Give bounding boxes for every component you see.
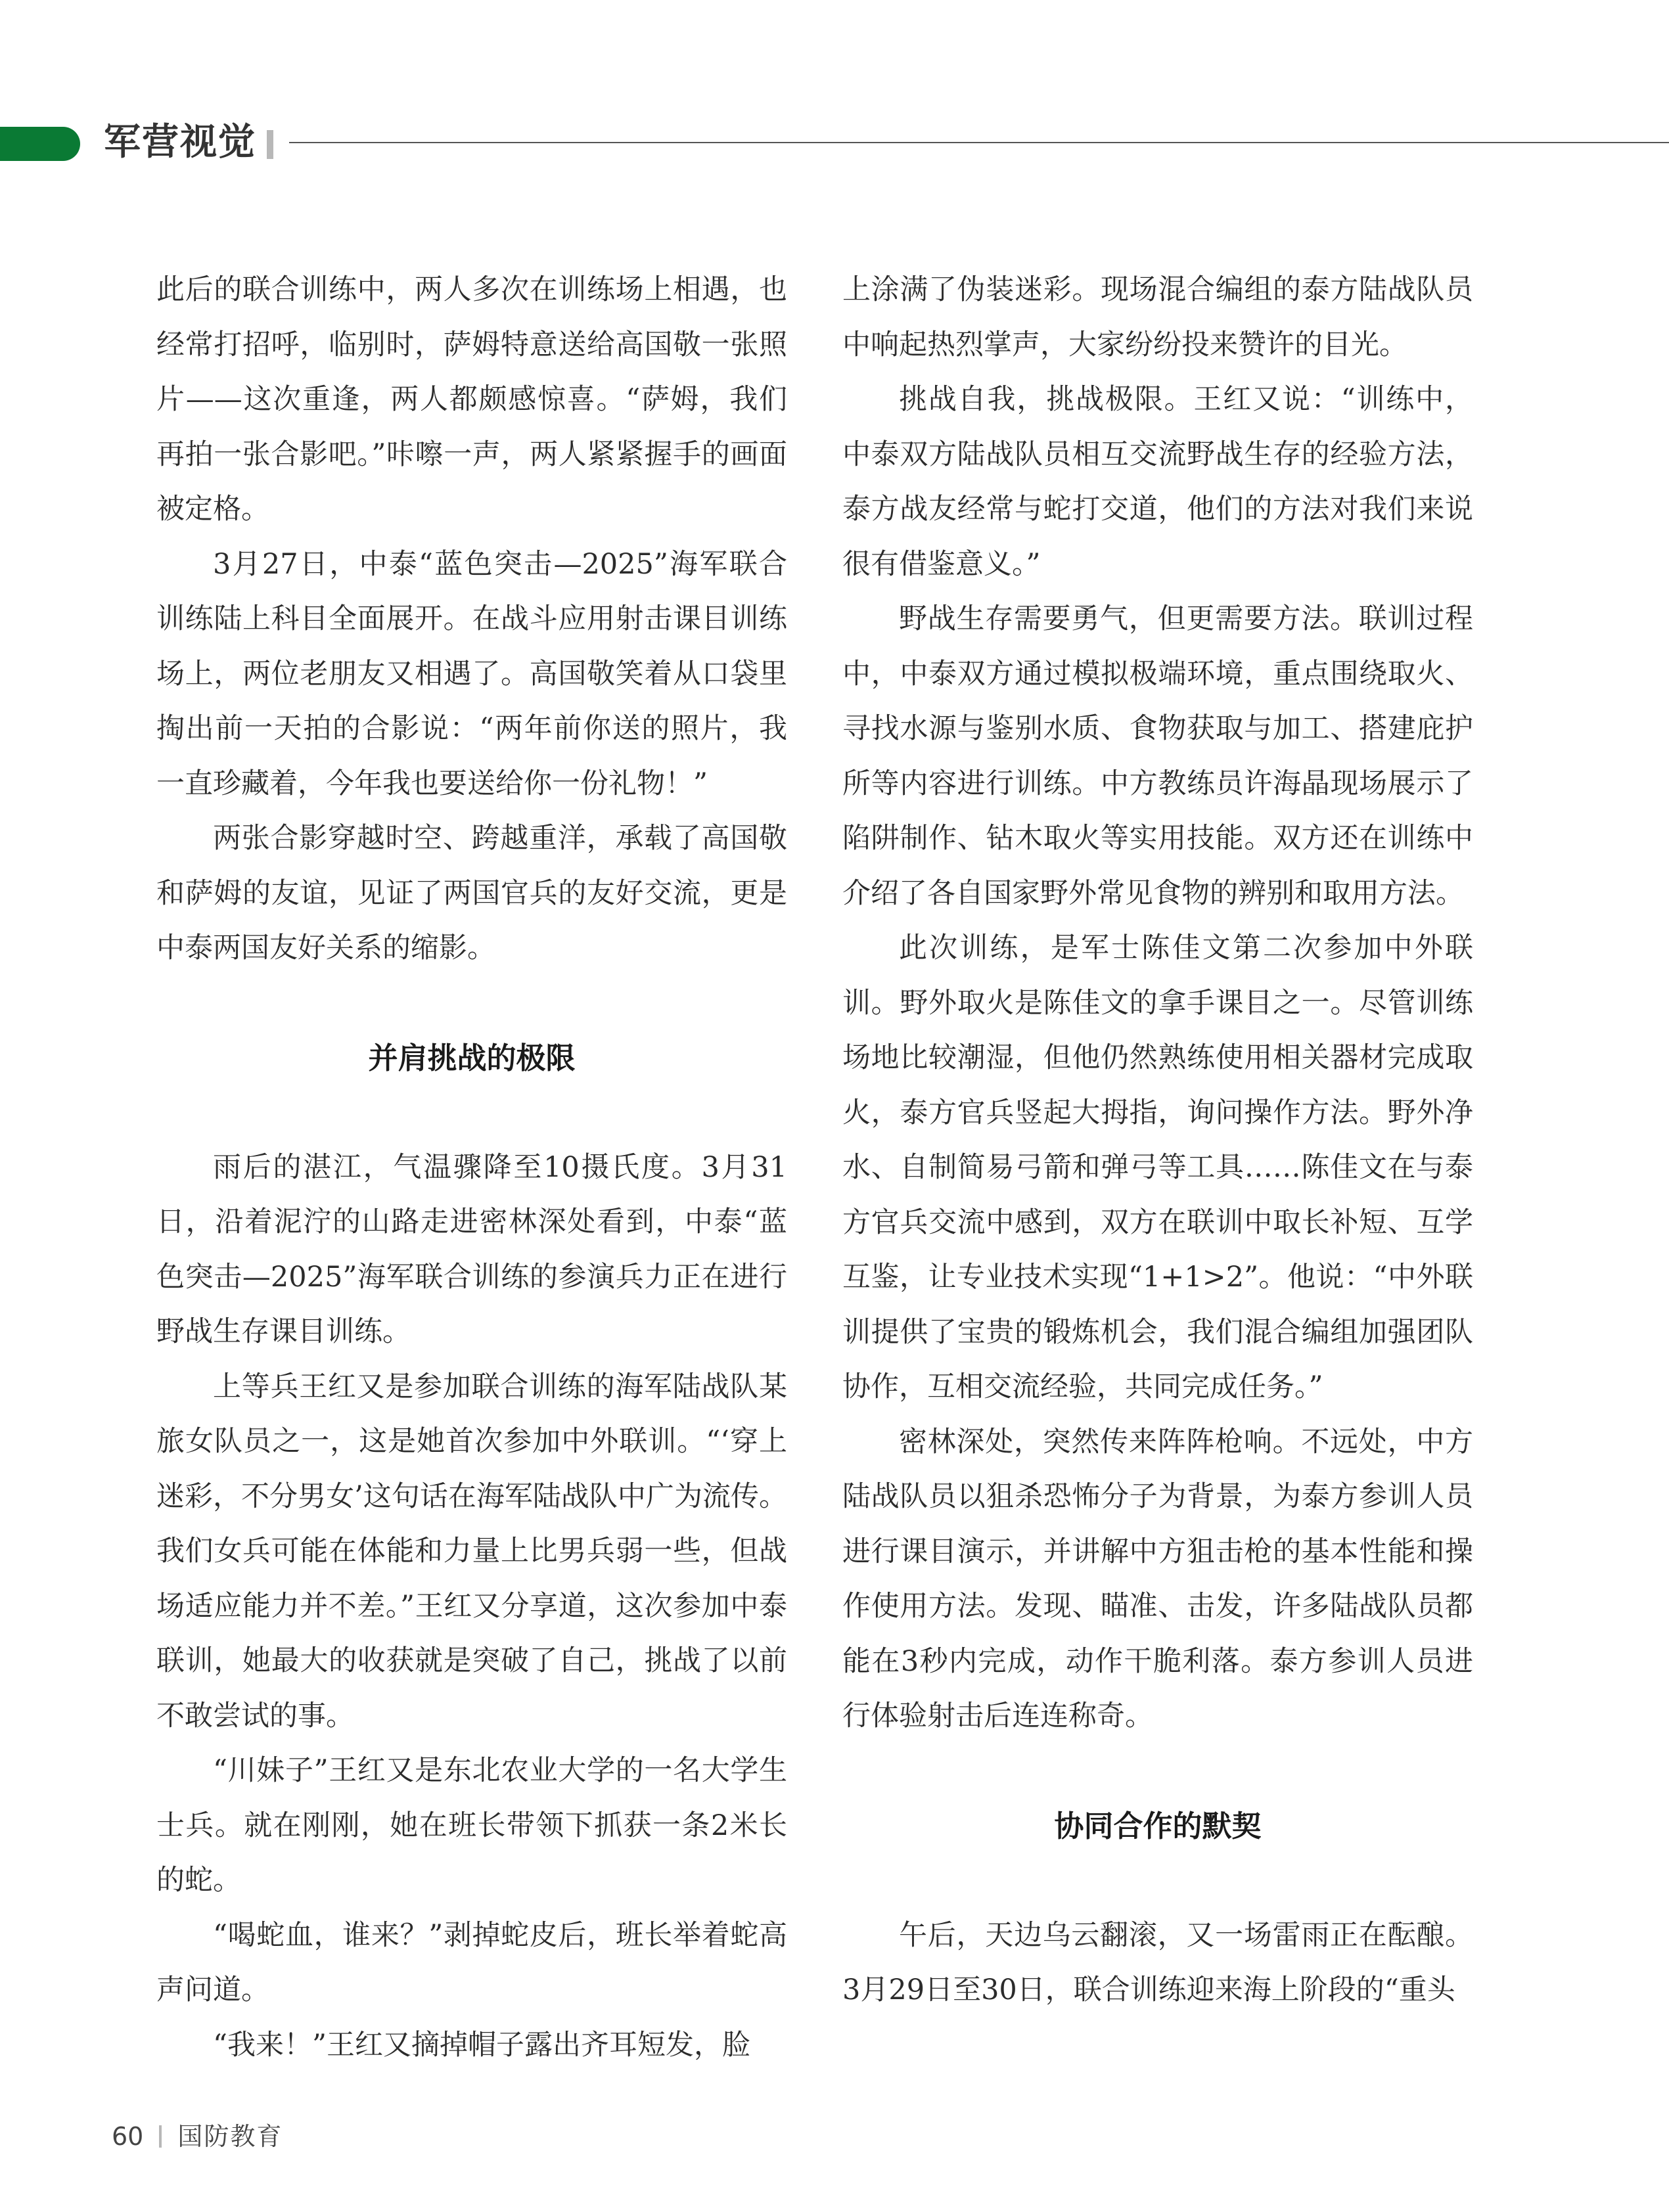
- section-title: 军营视觉: [104, 121, 256, 164]
- header-rule: [289, 142, 1669, 143]
- paragraph: 上等兵王红又是参加联合训练的海军陆战队某旅女队员之一，这是她首次参加中外联训。“‘穿上迷彩，不分男女’这句话在海军陆战队中广为流传。我们女兵可能在体能和力量上比男兵弱一些，但战场适应能力并不差。”王红又分享道，这次参加中泰联训，她最大的收获就是突破了自己，挑战了以前不敢尝试的事。: [156, 1370, 787, 1732]
- section-color-tab: [0, 127, 80, 161]
- paragraph: “我来！”王红又摘掉帽子露出齐耳短发，脸: [213, 2028, 750, 2062]
- page-number: 60: [112, 2122, 144, 2151]
- paragraph: 两张合影穿越时空、跨越重洋，承载了高国敬和萨姆的友谊，见证了两国官兵的友好交流，更是中泰两国友好关系的缩影。: [156, 822, 787, 964]
- paragraph: 此次训练，是军士陈佳文第二次参加中外联训。野外取火是陈佳文的拿手课目之一。尽管训练场地比较潮湿，但他仍然熟练使用相关器材完成取火，泰方官兵竖起大拇指，询问操作方法。野外净水、自制简易弓箭和弹弓等工具……陈佳文在与泰方官兵交流中感到，双方在联训中取长补短、互学互鉴，让专业技术实现“1+1>2”。他说：“中外联训提供了宝贵的锻炼机会，我们混合编组加强团队协作，互相交流经验，共同完成任务。”: [842, 932, 1473, 1403]
- paragraph: 密林深处，突然传来阵阵枪响。不远处，中方陆战队员以狙杀恐怖分子为背景，为泰方参训人员进行课目演示，并讲解中方狙击枪的基本性能和操作使用方法。发现、瞄准、击发，许多陆战队员都能在3秒内完成，动作干脆利落。泰方参训人员进行体验射击后连连称奇。: [842, 1425, 1473, 1732]
- paragraph: 雨后的湛江，气温骤降至10摄氏度。3月31日，沿着泥泞的山路走进密林深处看到，中泰“蓝色突击—2025”海军联合训练的参演兵力正在进行野战生存课目训练。: [156, 1150, 787, 1348]
- paragraph: “川妹子”王红又是东北农业大学的一名大学生士兵。就在刚刚，她在班长带领下抓获一条2米长的蛇。: [156, 1754, 787, 1897]
- paragraph: 此后的联合训练中，两人多次在训练场上相遇，也经常打招呼，临别时，萨姆特意送给高国敬一张照片——这次重逢，两人都颇感惊喜。“萨姆，我们再拍一张合影吧。”咔嚓一声，两人紧紧握手的画面被定格。: [156, 273, 787, 526]
- paragraph: 上涂满了伪装迷彩。现场混合编组的泰方陆战队员中响起热烈掌声，大家纷纷投来赞许的目光。: [842, 273, 1473, 361]
- paragraph: 挑战自我，挑战极限。王红又说：“训练中，中泰双方陆战队员相互交流野战生存的经验方法，泰方战友经常与蛇打交道，他们的方法对我们来说很有借鉴意义。”: [842, 383, 1473, 581]
- section-heading: 协同合作的默契: [1054, 1808, 1262, 1843]
- page-footer: [112, 2117, 283, 2156]
- paragraph: 午后，天边乌云翻滚，又一场雷雨正在酝酿。3月29日至30日，联合训练迎来海上阶段的“重头: [842, 1918, 1473, 2006]
- section-heading: 并肩挑战的极限: [368, 1040, 576, 1075]
- paragraph: 3月27日，中泰“蓝色突击—2025”海军联合训练陆上科目全面展开。在战斗应用射击课目训练场上，两位老朋友又相遇了。高国敬笑着从口袋里掏出前一天拍的合影说：“两年前你送的照片，我一直珍藏着，今年我也要送给你一份礼物！”: [156, 547, 787, 800]
- header-divider-bar: [267, 130, 273, 159]
- left-column: [156, 263, 787, 2073]
- paragraph: 野战生存需要勇气，但更需要方法。联训过程中，中泰双方通过模拟极端环境，重点围绕取火、寻找水源与鉴别水质、食物获取与加工、搭建庇护所等内容进行训练。中方教练员许海晶现场展示了陷阱制作、钻木取火等实用技能。双方还在训练中介绍了各自国家野外常见食物的辨别和取用方法。: [842, 602, 1473, 910]
- paragraph: “喝蛇血，谁来？”剥掉蛇皮后，班长举着蛇高声问道。: [156, 1918, 787, 2006]
- right-column: [842, 263, 1473, 2018]
- footer-divider: [159, 2125, 162, 2148]
- publication-name: 国防教育: [177, 2122, 283, 2151]
